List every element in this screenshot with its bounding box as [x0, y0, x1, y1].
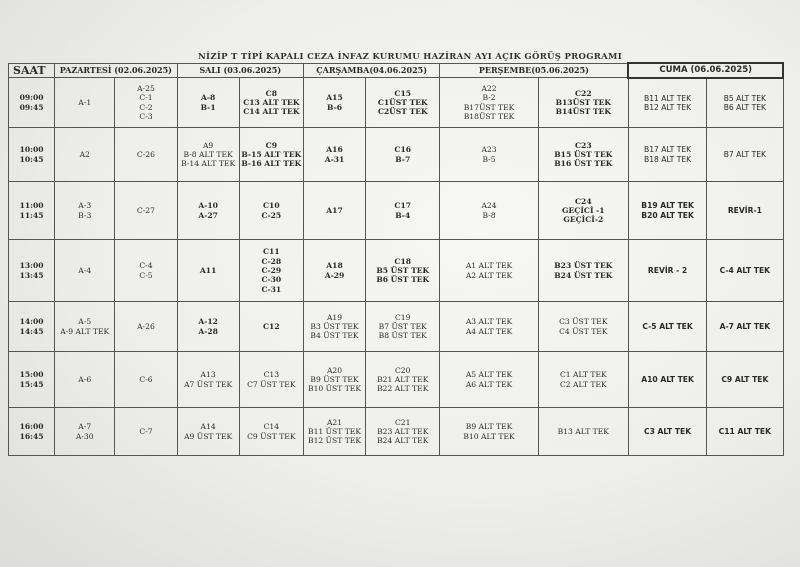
cell-entry: B-8 ALT TEK [183, 150, 233, 159]
cell-entry: C4 ÜST TEK [559, 326, 608, 336]
cell-entry: B9 ÜST TEK [310, 375, 359, 384]
cell-entry: C-28 [261, 256, 282, 266]
schedule-cell [538, 78, 628, 128]
time-slot [9, 352, 55, 408]
cell-entry: GEÇİCİ-2 [563, 215, 604, 225]
schedule-cell [239, 240, 303, 302]
schedule-cell [177, 302, 239, 352]
cell-entry: B-14 ALT TEK [181, 159, 236, 169]
cell-entry: C13 [263, 370, 280, 380]
cell-entry: C3 ALT TEK [644, 427, 692, 436]
schedule-cell [440, 352, 538, 408]
time-line: 16:45 [19, 431, 44, 441]
cell-entry: B3 ÜST TEK [310, 322, 359, 331]
schedule-cell [366, 182, 440, 240]
cell-entry: A11 [199, 266, 217, 275]
header-friday: CUMA (06.06.2025) [628, 63, 783, 78]
cell-entry: B24 ALT TEK [377, 436, 429, 446]
cell-entry: C-1 [139, 93, 153, 103]
cell-entry: C-6 [139, 375, 153, 384]
schedule-row [9, 182, 784, 240]
cell-entry: C10 [263, 201, 280, 211]
cell-entry: C11 ALT TEK [718, 427, 771, 436]
cell-entry: A6 ALT TEK [465, 379, 513, 389]
schedule-cell [366, 128, 440, 182]
time-line: 15:00 [19, 370, 44, 380]
header-wednesday: ÇARŞAMBA(04.06.2025) [303, 63, 439, 78]
cell-entry: A-12 [198, 317, 218, 327]
cell-entry: C7 ÜST TEK [247, 379, 296, 389]
cell-entry: C12 [263, 322, 280, 331]
cell-entry: A1 ALT TEK [465, 261, 513, 271]
time-line: 11:45 [19, 210, 44, 220]
cell-entry: A-31 [324, 154, 345, 164]
schedule-cell [303, 182, 365, 240]
cell-entry: A18 [326, 261, 343, 271]
cell-entry: A21 [326, 417, 343, 427]
cell-entry: A-7 [78, 422, 92, 432]
schedule-cell [628, 352, 706, 408]
cell-entry: A-27 [198, 210, 218, 220]
cell-entry: A-28 [198, 326, 218, 336]
cell-entry: C-5 ALT TEK [642, 322, 693, 331]
cell-entry: C-25 [261, 210, 282, 220]
cell-entry: B21 ALT TEK [377, 375, 429, 384]
schedule-cell [707, 302, 783, 352]
schedule-cell [55, 182, 115, 240]
cell-entry: A20 [326, 365, 343, 375]
schedule-cell [303, 302, 365, 352]
cell-entry: C-2 [139, 102, 153, 112]
cell-entry: C2 ALT TEK [559, 379, 607, 389]
cell-entry: B5 ÜST TEK [376, 266, 430, 275]
header-saat: SAAT [9, 63, 55, 78]
cell-entry: C19 [394, 312, 411, 322]
cell-entry: C9 ALT TEK [721, 375, 769, 384]
cell-entry: B22 ALT TEK [377, 384, 429, 394]
cell-entry: C17 [394, 201, 412, 211]
cell-entry: A-1 [78, 98, 92, 107]
time-slot [9, 240, 55, 302]
schedule-body [9, 78, 784, 456]
cell-entry: C-26 [136, 150, 155, 159]
header-row [9, 63, 784, 78]
time-line: 10:45 [19, 154, 44, 164]
schedule-cell [538, 240, 628, 302]
schedule-cell [628, 128, 706, 182]
schedule-cell [628, 182, 706, 240]
schedule-cell [707, 182, 783, 240]
cell-entry: A-4 [78, 266, 92, 275]
header-thursday: PERŞEMBE(05.06.2025) [440, 63, 629, 78]
cell-entry: C21 [394, 417, 411, 427]
cell-entry: A-9 ALT TEK [60, 326, 110, 336]
schedule-cell [440, 128, 538, 182]
cell-entry: C2ÜST TEK [377, 107, 428, 117]
cell-entry: A4 ALT TEK [465, 326, 513, 336]
cell-entry: C-5 [139, 270, 153, 280]
schedule-cell [239, 128, 303, 182]
cell-entry: B13ÜST TEK [555, 98, 612, 107]
schedule-cell [115, 78, 177, 128]
cell-entry: A-7 ALT TEK [719, 322, 771, 331]
cell-entry: A-29 [324, 270, 345, 280]
cell-entry: B7 ÜST TEK [378, 322, 427, 331]
cell-entry: B20 ALT TEK [641, 210, 694, 220]
cell-entry: C20 [394, 365, 411, 375]
cell-entry: A13 [200, 370, 216, 380]
schedule-cell [538, 352, 628, 408]
cell-entry: C14 ALT TEK [243, 107, 300, 117]
cell-entry: C3 ÜST TEK [559, 317, 608, 327]
cell-entry: B17ÜST TEK [463, 102, 515, 112]
cell-entry: B24 ÜST TEK [554, 270, 613, 280]
document-title: NİZİP T TİPİ KAPALI CEZA İNFAZ KURUMU HAZİRAN AYI AÇIK GÖRÜŞ PROGRAMI [197, 52, 623, 62]
schedule-cell [440, 302, 538, 352]
schedule-cell [707, 352, 783, 408]
cell-entry: C22 [575, 88, 592, 98]
cell-entry: C-3 [139, 112, 153, 122]
cell-entry: C9 [265, 140, 277, 150]
schedule-cell [366, 302, 440, 352]
schedule-cell [366, 240, 440, 302]
cell-entry: B7 ALT TEK [723, 150, 766, 159]
schedule-cell [303, 128, 365, 182]
cell-entry: A-8 [200, 93, 216, 103]
schedule-cell [239, 78, 303, 128]
cell-entry: A-6 [78, 375, 92, 384]
cell-entry: B-6 [327, 102, 343, 112]
time-slot [9, 78, 55, 128]
time-line: 16:00 [19, 422, 44, 432]
time-line: 13:00 [19, 261, 44, 271]
schedule-cell [115, 128, 177, 182]
schedule-cell [440, 182, 538, 240]
cell-entry: B9 ALT TEK [465, 422, 513, 432]
schedule-cell [115, 352, 177, 408]
cell-entry: B23 ALT TEK [377, 427, 429, 436]
schedule-cell [239, 302, 303, 352]
schedule-cell [177, 182, 239, 240]
cell-entry: A3 ALT TEK [465, 317, 513, 327]
schedule-cell [538, 128, 628, 182]
schedule-cell [707, 240, 783, 302]
schedule-cell [628, 408, 706, 456]
cell-entry: A2 ALT TEK [465, 270, 513, 280]
cell-entry: B10 ALT TEK [463, 431, 515, 441]
cell-entry: C1ÜST TEK [377, 98, 428, 107]
schedule-cell [707, 128, 783, 182]
schedule-cell [177, 128, 239, 182]
schedule-row [9, 352, 784, 408]
schedule-cell [366, 78, 440, 128]
cell-entry: B18 ALT TEK [644, 154, 692, 164]
time-slot [9, 182, 55, 240]
schedule-cell [55, 240, 115, 302]
time-line: 09:00 [19, 93, 44, 103]
cell-entry: B4 ÜST TEK [310, 331, 359, 341]
schedule-cell [239, 352, 303, 408]
cell-entry: A-30 [75, 431, 94, 441]
schedule-cell [55, 408, 115, 456]
schedule-cell [440, 78, 538, 128]
cell-entry: C15 [394, 88, 412, 98]
cell-entry: A22 [481, 83, 497, 93]
cell-entry: B19 ALT TEK [641, 201, 694, 211]
cell-entry: C-4 ALT TEK [719, 266, 771, 275]
cell-entry: C-29 [261, 266, 282, 275]
cell-entry: B15 ÜST TEK [554, 150, 613, 159]
schedule-cell [628, 302, 706, 352]
cell-entry: B6 ÜST TEK [376, 275, 430, 285]
cell-entry: C23 [575, 140, 592, 150]
schedule-cell [55, 302, 115, 352]
cell-entry: A19 [326, 312, 343, 322]
cell-entry: REVİR-1 [727, 206, 762, 215]
cell-entry: B23 ÜST TEK [554, 261, 613, 271]
schedule-cell [55, 78, 115, 128]
cell-entry: B13 ALT TEK [557, 427, 609, 436]
cell-entry: A17 [326, 206, 343, 215]
schedule-cell [177, 352, 239, 408]
schedule-cell [440, 408, 538, 456]
cell-entry: A7 ÜST TEK [184, 379, 233, 389]
cell-entry: GEÇİCİ -1 [562, 206, 605, 215]
time-slot [9, 128, 55, 182]
cell-entry: A9 ÜST TEK [184, 431, 233, 441]
time-slot [9, 302, 55, 352]
cell-entry: C-7 [139, 427, 153, 436]
cell-entry: A-3 [78, 201, 92, 211]
cell-entry: C16 [394, 145, 412, 155]
cell-entry: B14ÜST TEK [555, 107, 612, 117]
cell-entry: C1 ALT TEK [559, 370, 607, 380]
cell-entry: C24 [575, 196, 592, 206]
cell-entry: B12 ÜST TEK [308, 436, 362, 446]
schedule-cell [538, 182, 628, 240]
visit-schedule-table [8, 62, 784, 456]
schedule-row [9, 302, 784, 352]
time-line: 09:45 [19, 102, 44, 112]
cell-entry: B5 ALT TEK [723, 93, 766, 103]
cell-entry: A14 [200, 422, 216, 432]
cell-entry: B18ÜST TEK [463, 112, 515, 122]
cell-entry: B17 ALT TEK [644, 145, 692, 155]
schedule-cell [239, 408, 303, 456]
cell-entry: B-7 [395, 154, 411, 164]
time-line: 10:00 [19, 145, 44, 155]
cell-entry: A2 [79, 150, 90, 159]
time-line: 13:45 [19, 270, 44, 280]
header-tuesday: SALI (03.06.2025) [177, 63, 303, 78]
schedule-cell [366, 408, 440, 456]
cell-entry: A-26 [137, 322, 155, 331]
cell-entry: B11 ALT TEK [644, 93, 692, 103]
schedule-cell [440, 240, 538, 302]
schedule-cell [303, 78, 365, 128]
cell-entry: A-25 [137, 83, 155, 93]
cell-entry: C-30 [261, 275, 282, 285]
schedule-cell [366, 352, 440, 408]
header-monday: PAZARTESİ (02.06.2025) [55, 63, 177, 78]
cell-entry: C9 ÜST TEK [247, 431, 296, 441]
time-line: 14:45 [19, 326, 44, 336]
cell-entry: A15 [326, 93, 343, 103]
schedule-row [9, 78, 784, 128]
schedule-cell [115, 408, 177, 456]
cell-entry: A10 ALT TEK [641, 375, 694, 384]
time-line: 15:45 [19, 379, 44, 389]
schedule-cell [628, 240, 706, 302]
schedule-cell [707, 408, 783, 456]
cell-entry: C-31 [261, 284, 282, 294]
cell-entry: B-4 [395, 210, 411, 220]
cell-entry: C14 [263, 422, 280, 432]
schedule-row [9, 128, 784, 182]
schedule-cell [707, 78, 783, 128]
cell-entry: B8 ÜST TEK [378, 331, 427, 341]
schedule-cell [538, 408, 628, 456]
cell-entry: B-1 [200, 102, 216, 112]
cell-entry: A9 [202, 140, 214, 150]
cell-entry: B-5 [482, 154, 496, 164]
schedule-cell [177, 408, 239, 456]
cell-entry: B16 ÜST TEK [554, 159, 613, 169]
cell-entry: C-4 [139, 261, 153, 271]
cell-entry: C18 [394, 256, 412, 266]
schedule-cell [55, 128, 115, 182]
cell-entry: B-15 ALT TEK [241, 150, 302, 159]
cell-entry: B11 ÜST TEK [308, 427, 362, 436]
schedule-cell [115, 240, 177, 302]
cell-entry: A16 [326, 145, 343, 155]
schedule-cell [628, 78, 706, 128]
cell-entry: A23 [481, 145, 497, 155]
cell-entry: C-27 [136, 206, 155, 215]
cell-entry: B12 ALT TEK [644, 103, 692, 112]
time-line: 11:00 [19, 201, 44, 211]
schedule-cell [115, 302, 177, 352]
cell-entry: A-5 [78, 317, 92, 327]
cell-entry: B10 ÜST TEK [308, 384, 362, 394]
cell-entry: B-3 [78, 210, 92, 220]
schedule-row [9, 408, 784, 456]
time-slot [9, 408, 55, 456]
schedule-cell [115, 182, 177, 240]
cell-entry: B6 ALT TEK [723, 103, 766, 112]
cell-entry: A-10 [198, 201, 218, 211]
cell-entry: A24 [481, 201, 497, 211]
schedule-cell [538, 302, 628, 352]
cell-entry: B-16 ALT TEK [241, 159, 302, 169]
cell-entry: A5 ALT TEK [465, 370, 513, 380]
schedule-cell [303, 240, 365, 302]
schedule-cell [55, 352, 115, 408]
schedule-cell [303, 352, 365, 408]
schedule-cell [303, 408, 365, 456]
cell-entry: C13 ALT TEK [243, 98, 300, 107]
cell-entry: B-8 [482, 210, 496, 220]
cell-entry: REVİR - 2 [647, 266, 688, 275]
cell-entry: C8 [265, 88, 277, 98]
cell-entry: B-2 [482, 93, 496, 103]
cell-entry: C11 [263, 247, 280, 257]
schedule-cell [177, 240, 239, 302]
schedule-cell [239, 182, 303, 240]
schedule-row [9, 240, 784, 302]
time-line: 14:00 [19, 317, 44, 327]
schedule-cell [177, 78, 239, 128]
